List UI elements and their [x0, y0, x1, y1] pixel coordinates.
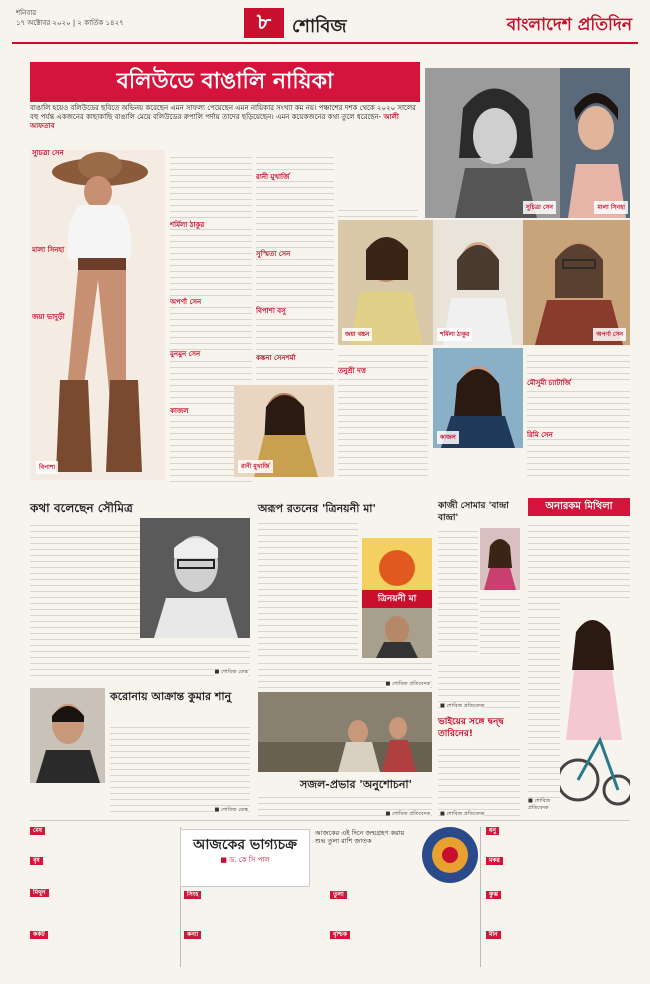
horoscope-section [30, 820, 630, 976]
horoscope-title: আজকের ভাগ্যচক্র [193, 837, 297, 853]
sign-brish-label: বৃষ [30, 857, 43, 865]
aparna-photo [523, 220, 630, 345]
feature-col-3 [256, 152, 334, 382]
vai-byline: ■ শোবিজ প্রতিবেদক [440, 811, 485, 817]
soumitra-body-2 [30, 640, 250, 676]
sign-makar-label: মকর [486, 857, 503, 865]
anushochona-title: সজল-প্রভার 'অনুশোচনা' [300, 778, 412, 791]
subhead-moushumi: মৌসুমী চ্যাটার্জি [527, 380, 630, 387]
sign-dhanu-label: ধনু [486, 827, 499, 835]
sharmila-photo-art [433, 220, 523, 345]
caption-kajol: কাজল [437, 431, 459, 444]
sign-meen-label: মীন [486, 931, 501, 939]
suchitra-photo [425, 68, 560, 218]
trinayani-poster-title: ত্রিনয়নী মা [377, 594, 417, 604]
kazi-body-2 [480, 594, 520, 656]
mithila-title: অনারকম মিথিলা [528, 498, 630, 516]
zodiac-wheel [420, 825, 480, 885]
kazi-photo [480, 528, 520, 590]
sign-brishchik-label: বৃশ্চিক [330, 931, 350, 939]
sign-tula [330, 891, 476, 927]
feature-title: বলিউডে বাঙালি নায়িকা [30, 62, 420, 102]
masthead [12, 6, 638, 44]
trinayani-byline: ■ শোবিজ প্রতিবেদক [385, 681, 430, 687]
soumitra-photo [140, 518, 250, 638]
sign-kanya [184, 931, 324, 967]
sign-kanya-label: কন্যা [184, 931, 201, 939]
soumitra-byline: ■ শোবিজ ডেস্ক [214, 669, 248, 675]
subhead-jaya: জয়া ভাদুড়ী [32, 313, 65, 321]
sign-kumbha [486, 891, 630, 927]
mala-photo-art [560, 68, 630, 218]
horoscope-author: ■ ড. কে সি পাল [220, 856, 270, 864]
anushochona-body [258, 792, 432, 818]
caption-sharmila: শর্মিলা ঠাকুর [437, 328, 472, 341]
trinayani-actor-art [362, 608, 432, 658]
sign-karkat-label: কর্কট [30, 931, 48, 939]
subhead-sushmita: সুস্মিতা সেন [256, 251, 334, 258]
trinayani-actor-photo [362, 608, 432, 658]
sharmila-photo [433, 220, 523, 345]
masthead-date [16, 8, 124, 28]
sign-mithun-label: মিথুন [30, 889, 49, 897]
kumar-title: করোনায় আক্রান্ত কুমার শানু [110, 690, 232, 703]
feature-col-6 [527, 350, 630, 480]
trinayani-body-2 [258, 658, 432, 688]
jaya-photo [338, 220, 433, 345]
kumar-body [110, 722, 250, 814]
sign-singha [184, 891, 324, 927]
kazi-body-3 [438, 660, 520, 710]
subhead-moonmoon: মুনমুন সেন [170, 351, 252, 358]
jaya-photo-art [338, 220, 433, 345]
page-number: ৮ [244, 8, 284, 38]
subhead-rimi: রিমি সেন [527, 432, 630, 439]
kazi-byline: ■ শোবিজ প্রতিবেদক [440, 703, 485, 709]
subhead-tanushree: তনুশ্রী দত্ত [338, 368, 428, 375]
subhead-rani: রানী মুখার্জি [256, 174, 334, 181]
aparna-photo-art [523, 220, 630, 345]
kumar-photo-art [30, 688, 105, 783]
subhead-mala: মালা সিনহা [32, 246, 65, 254]
subhead-aparna: অপর্ণা সেন [170, 299, 252, 306]
sign-karkat [30, 931, 176, 967]
trinayani-body [258, 518, 358, 658]
masthead-date-text: ১৭ অক্টোবর ২০২০ | ২ কার্তিক ১৪২৭ [16, 19, 124, 27]
caption-rani: রানী মুখার্জি [238, 460, 273, 473]
sign-mesh-label: মেষ [30, 827, 45, 835]
caption-mala: মালা সিনহা [594, 201, 628, 214]
subhead-sharmila: শর্মিলা ঠাকুর [170, 222, 252, 229]
sign-kumbha-label: কুম্ভ [486, 891, 501, 899]
soumitra-body [30, 520, 140, 645]
kumar-photo [30, 688, 105, 783]
vai-title: ভাইয়ের সঙ্গে দ্বন্দ্ব তারিনের! [438, 717, 504, 739]
soumitra-title: কথা বলেছেন সৌমিত্র [30, 501, 133, 515]
feature-col-5 [338, 350, 428, 480]
kazi-title: কাজী সোমার 'বান্দ্রা বান্দ্রা' [438, 501, 509, 523]
anushochona-photo-art [258, 692, 432, 772]
trinayani-title: অরূপ রতনের 'ত্রিনয়নী মা' [258, 502, 376, 515]
subhead-konkona: কঙ্কনা সেনশর্মা [256, 355, 334, 362]
sign-brishchik [330, 931, 476, 967]
caption-aparna: অপর্ণা সেন [593, 328, 626, 341]
horoscope-intro [315, 829, 415, 885]
mithila-body [528, 520, 630, 610]
sign-meen [486, 931, 630, 967]
sign-tula-label: তুলা [330, 891, 347, 899]
trinayani-poster [362, 538, 432, 608]
caption-bipasha: বিপাশা [36, 461, 58, 474]
mithila-photo-art [560, 600, 630, 815]
caption-suchitra: সুচিত্রা সেন [523, 201, 556, 214]
newspaper-logo: বাংলাদেশ প্রতিদিন [506, 15, 632, 35]
rani-photo [234, 385, 334, 477]
sign-mesh [30, 827, 176, 853]
kumar-byline: ■ শোবিজ ডেস্ক [214, 807, 248, 813]
feature-lead-text: বাঙালি হয়েও বলিউডের ছবিতে অভিনয় করেছেন এমন সাফল্য পেয়েছেন এমন নায়িকার সংখ্যা কম নয়। পঞ্চাশের দশক থেকে ২০২০ সালের বহু পর্যন্ত একজনের কাছাকাছি বাঙালি মেয়ে বলিউডের রুপালি পর্দায় তাদের ছড়িয়েছেন। এমন কয়েকজনের কথা তুলে ধরেছেন- [30, 104, 416, 121]
subhead-suchitra: সুচিত্রা সেন [32, 150, 64, 157]
suchitra-photo-art [425, 68, 560, 218]
mithila-byline: ■ শোবিজ প্রতিবেদক [528, 798, 568, 812]
subhead-kajol: কাজল [170, 408, 252, 415]
sign-brish [30, 857, 176, 883]
mala-photo [560, 68, 630, 218]
sign-dhanu [486, 827, 630, 853]
masthead-day: শনিবার [16, 9, 37, 17]
anushochona-photo [258, 692, 432, 772]
soumitra-photo-art [140, 518, 250, 638]
vai-body [438, 744, 520, 818]
sign-makar [486, 857, 630, 887]
subhead-bipasha: বিপাশা বসু [256, 308, 334, 315]
mithila-photo [560, 600, 630, 815]
anushochona-byline: ■ শোবিজ প্রতিবেদক [385, 811, 430, 817]
zodiac-wheel-icon [420, 825, 480, 885]
section-name: শোবিজ [292, 16, 347, 37]
kajol-photo [433, 348, 523, 448]
sign-mithun [30, 889, 176, 925]
horoscope-title-box [180, 829, 310, 887]
kazi-photo-art [480, 528, 520, 590]
feature-lead [30, 104, 420, 131]
feature-author: আলী আফতাব [30, 113, 399, 130]
kazi-body [438, 526, 478, 656]
sign-singha-label: সিংহ [184, 891, 201, 899]
caption-jaya: জয়া বচ্চন [342, 328, 372, 341]
feature-col-1 [32, 150, 92, 470]
horoscope-intro-text: আজকের এই দিনে জন্মগ্রহণ করায় শুভ তুলা রাশি জাতক [315, 829, 405, 845]
